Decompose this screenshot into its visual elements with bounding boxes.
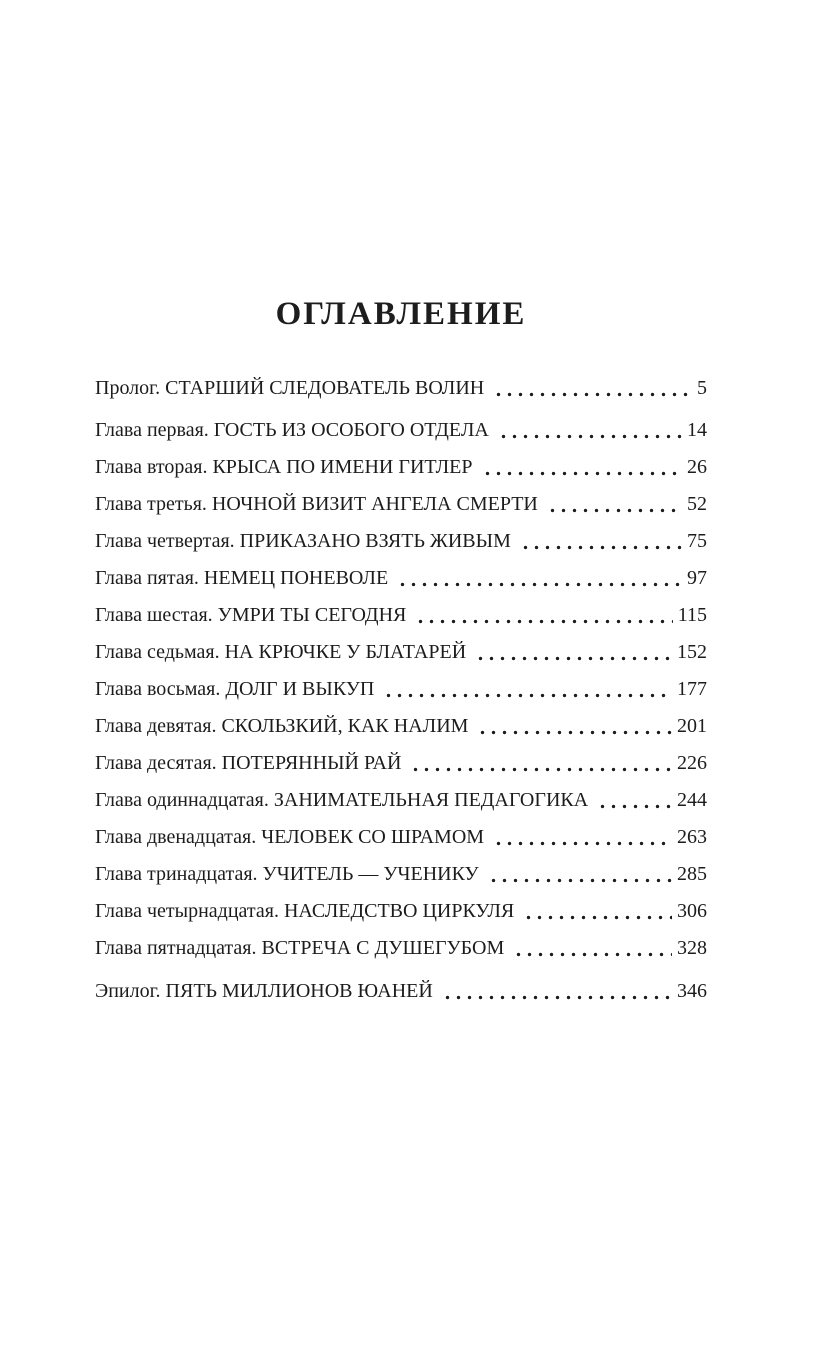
dot-leader <box>493 841 672 846</box>
toc-entry-chapter <box>95 713 707 739</box>
toc-entry-page: 115 <box>677 604 707 626</box>
dot-leader <box>498 434 682 439</box>
toc-entry-label: Глава двенадцатая. ЧЕЛОВЕК СО ШРАМОМ <box>95 826 485 848</box>
toc-entry-page: 75 <box>687 530 707 552</box>
toc-entry-page: 201 <box>677 715 707 737</box>
toc-entry-page: 346 <box>677 980 707 1002</box>
toc-entry-page: 97 <box>687 567 707 589</box>
toc-entry-page: 52 <box>687 493 707 515</box>
chapter-list <box>95 417 707 961</box>
page-title: ОГЛАВЛЕНИЕ <box>275 296 527 332</box>
toc-entry-label: Глава шестая. УМРИ ТЫ СЕГОДНЯ <box>95 604 407 626</box>
table-of-contents <box>95 0 707 1004</box>
toc-entry-page: 263 <box>677 826 707 848</box>
dot-leader <box>410 767 672 772</box>
toc-entry-page: 328 <box>677 937 707 959</box>
toc-entry-chapter <box>95 787 707 813</box>
toc-entry-chapter <box>95 898 707 924</box>
toc-entry-page: 26 <box>687 456 707 478</box>
toc-entry-page: 306 <box>677 900 707 922</box>
toc-entry-label: Глава четырнадцатая. НАСЛЕДСТВО ЦИРКУЛЯ <box>95 900 515 922</box>
toc-entry-label: Глава пятая. НЕМЕЦ ПОНЕВОЛЕ <box>95 567 389 589</box>
toc-entry-chapter <box>95 565 707 591</box>
toc-entry-label: Глава тринадцатая. УЧИТЕЛЬ — УЧЕНИКУ <box>95 863 479 885</box>
toc-entry-chapter <box>95 528 707 554</box>
toc-entry-chapter <box>95 417 707 443</box>
dot-leader <box>520 545 682 550</box>
toc-entry-chapter <box>95 676 707 702</box>
toc-entry-chapter <box>95 491 707 517</box>
dot-leader <box>415 619 672 624</box>
toc-entry-label: Глава пятнадцатая. ВСТРЕЧА С ДУШЕГУБОМ <box>95 937 505 959</box>
toc-entry-label: Глава седьмая. НА КРЮЧКЕ У БЛАТАРЕЙ <box>95 641 467 663</box>
toc-entry-page: 5 <box>697 377 707 399</box>
toc-entry-label: Глава десятая. ПОТЕРЯННЫЙ РАЙ <box>95 752 402 774</box>
dot-leader <box>488 878 672 883</box>
toc-entry-label: Пролог. СТАРШИЙ СЛЕДОВАТЕЛЬ ВОЛИН <box>95 377 485 399</box>
dot-leader <box>477 730 672 735</box>
toc-entry-chapter <box>95 639 707 665</box>
dot-leader <box>442 995 672 1000</box>
dot-leader <box>493 392 692 397</box>
toc-entry-chapter <box>95 861 707 887</box>
toc-entry-chapter <box>95 750 707 776</box>
toc-entry-page: 14 <box>687 419 707 441</box>
toc-entry-chapter <box>95 602 707 628</box>
toc-entry-prolog <box>95 375 707 401</box>
dot-leader <box>475 656 672 661</box>
toc-entry-label: Глава вторая. КРЫСА ПО ИМЕНИ ГИТЛЕР <box>95 456 473 478</box>
toc-entry-label: Глава девятая. СКОЛЬЗКИЙ, КАК НАЛИМ <box>95 715 469 737</box>
toc-entry-page: 177 <box>677 678 707 700</box>
toc-entry-label: Глава первая. ГОСТЬ ИЗ ОСОБОГО ОТДЕЛА <box>95 419 489 441</box>
toc-entry-chapter <box>95 454 707 480</box>
dot-leader <box>397 582 682 587</box>
toc-entry-label: Глава восьмая. ДОЛГ И ВЫКУП <box>95 678 375 700</box>
toc-entry-chapter <box>95 935 707 961</box>
toc-entry-page: 244 <box>677 789 707 811</box>
dot-leader <box>383 693 672 698</box>
toc-entry-page: 285 <box>677 863 707 885</box>
toc-entry-page: 226 <box>677 752 707 774</box>
toc-entry-label: Глава четвертая. ПРИКАЗАНО ВЗЯТЬ ЖИВЫМ <box>95 530 511 552</box>
toc-entry-label: Глава одиннадцатая. ЗАНИМАТЕЛЬНАЯ ПЕДАГОГИКА <box>95 789 589 811</box>
dot-leader <box>482 471 682 476</box>
toc-entry-epilog <box>95 978 707 1004</box>
dot-leader <box>597 804 672 809</box>
dot-leader <box>523 915 672 920</box>
toc-entry-page: 152 <box>677 641 707 663</box>
toc-entry-label: Глава третья. НОЧНОЙ ВИЗИТ АНГЕЛА СМЕРТИ <box>95 493 538 515</box>
dot-leader <box>547 508 682 513</box>
toc-entry-chapter <box>95 824 707 850</box>
dot-leader <box>513 952 672 957</box>
toc-entry-label: Эпилог. ПЯТЬ МИЛЛИОНОВ ЮАНЕЙ <box>95 980 433 1002</box>
